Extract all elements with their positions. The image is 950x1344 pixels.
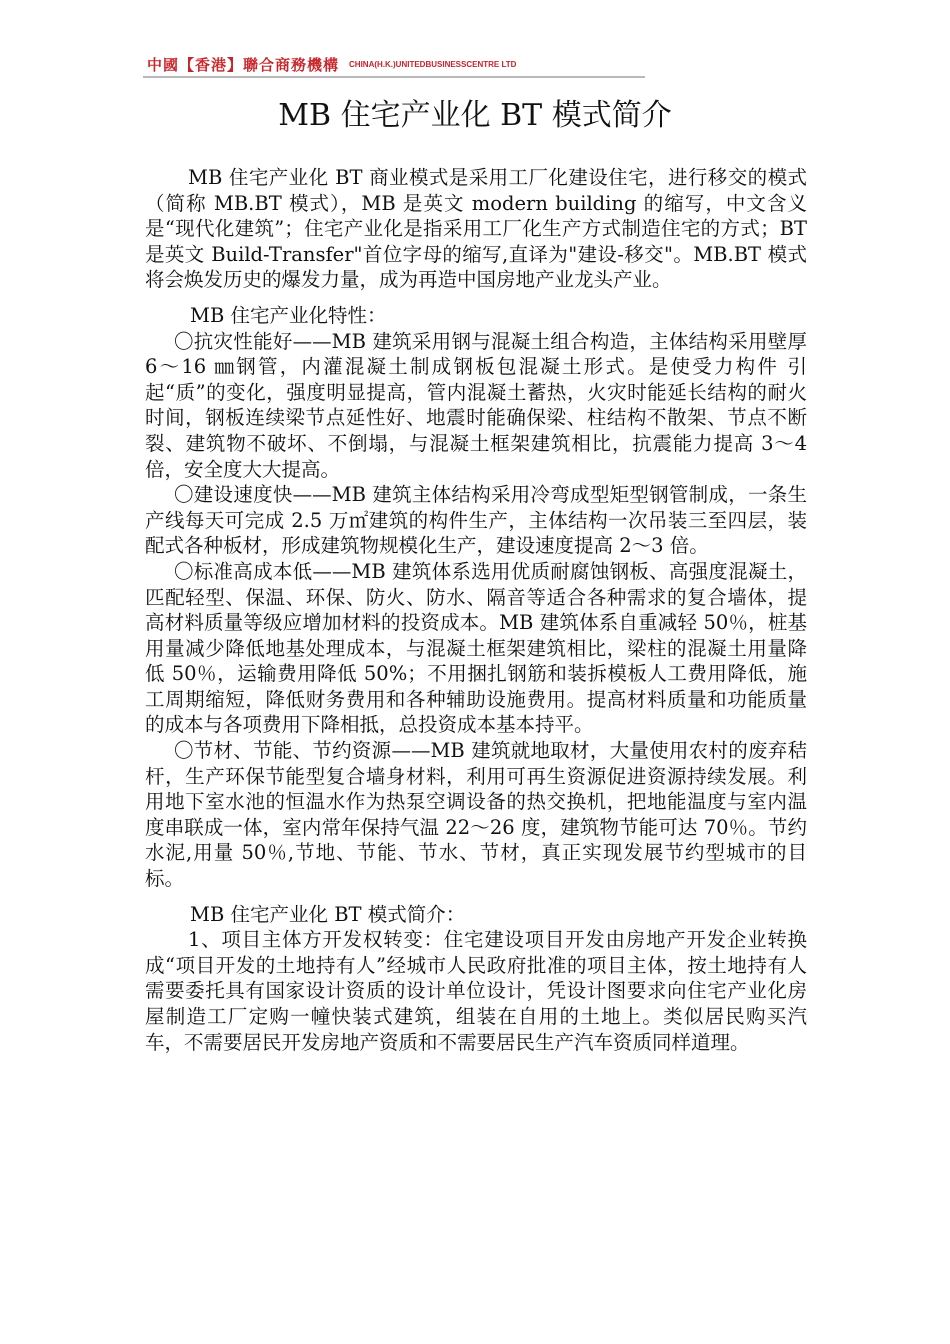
org-name-en: CHINA(H.K.)UNITEDBUSINESSCENTRE LTD [349,59,517,69]
features-heading: MB 住宅产业化特性： [190,303,387,327]
feature-paragraph: 〇标准高成本低——MB 建筑体系选用优质耐腐蚀钢板、高强度混凝土，匹配轻型、保温、环保、防火、防水、隔音等适合各种需求的复合墙体，提高材料质量等级应增加材料的投资成本。MB 建筑体系自重减轻 50％，桩基用量减少降低地基处理成本，与混凝土框架建筑相比，梁柱的混凝土用量降低 50％，运输费用降低 50%；不用捆扎钢筋和装拆模板人工费用降低，施工周期缩短，降低财务费用和各种辅助设施费用。提高材料质量和功能质量的成本与各项费用下降相抵，总投资成本基本持平。 [145,559,807,737]
mode-paragraph: 1、项目主体方开发权转变：住宅建设项目开发由房地产开发企业转换成“项目开发的土地持有人”经城市人民政府批准的项目主体，按土地持有人需要委托具有国家设计资质的设计单位设计，凭设计图要求向住宅产业化房屋制造工厂定购一幢快装式建筑，组装在自用的土地上。类似居民购买汽车，不需要居民开发房地产资质和不需要居民生产汽车资质同样道理。 [145,928,807,1054]
intro-paragraph: MB 住宅产业化 BT 商业模式是采用工厂化建设住宅，进行移交的模式（简称 MB.BT 模式），MB 是英文 modern building 的缩写，中文含义是“现代化建筑”；住宅产业化是指采用工厂化生产方式制造住宅的方式；BT 是英文 Build-Transfer"首位字母的缩写,直译为"建设-移交"。MB.BT 模式将会焕发历史的爆发力量，成为再造中国房地产业龙头产业。 [145,166,807,292]
feature-paragraph: 〇节材、节能、节约资源——MB 建筑就地取材，大量使用农村的废弃秸杆，生产环保节能型复合墙身材料，利用可再生资源促进资源持续发展。利用地下室水池的恒温水作为热泵空调设备的热交换机，把地能温度与室内温度串联成一体，室内常年保持气温 22～26 度，建筑物节能可达 70％。节约水泥,用量 50％,节地、节能、节水、节材，真正实现发展节约型城市的目标。 [145,739,807,891]
feature-paragraph: 〇抗灾性能好——MB 建筑采用钢与混凝土组合构造，主体结构采用壁厚 6～16 ㎜钢管，内灌混凝土制成钢板包混凝土形式。是使受力构件 引起“质”的变化，强度明显提高，管内混凝土蓄热，火灾时能延长结构的耐火时间，钢板连续梁节点延性好、地震时能确保梁、柱结构不散架、节点不断裂、建筑物不破坏、不倒塌，与混凝土框架建筑相比，抗震能力提高 3～4 倍，安全度大大提高。 [145,329,807,481]
org-name-cn: 中國【香港】聯合商務機構 [147,55,340,74]
document-title: MB 住宅产业化 BT 模式简介 [278,98,672,133]
mode-heading: MB 住宅产业化 BT 模式简介： [190,902,466,926]
header-banner [143,52,645,78]
document-body [145,165,807,1055]
feature-paragraph: 〇建设速度快——MB 建筑主体结构采用冷弯成型矩型钢管制成，一条生产线每天可完成 2.5 万㎡建筑的构件生产，主体结构一次吊装三至四层，装配式各种板材，形成建筑物规模化生产，建设速度提高 2～3 倍。 [145,483,807,558]
